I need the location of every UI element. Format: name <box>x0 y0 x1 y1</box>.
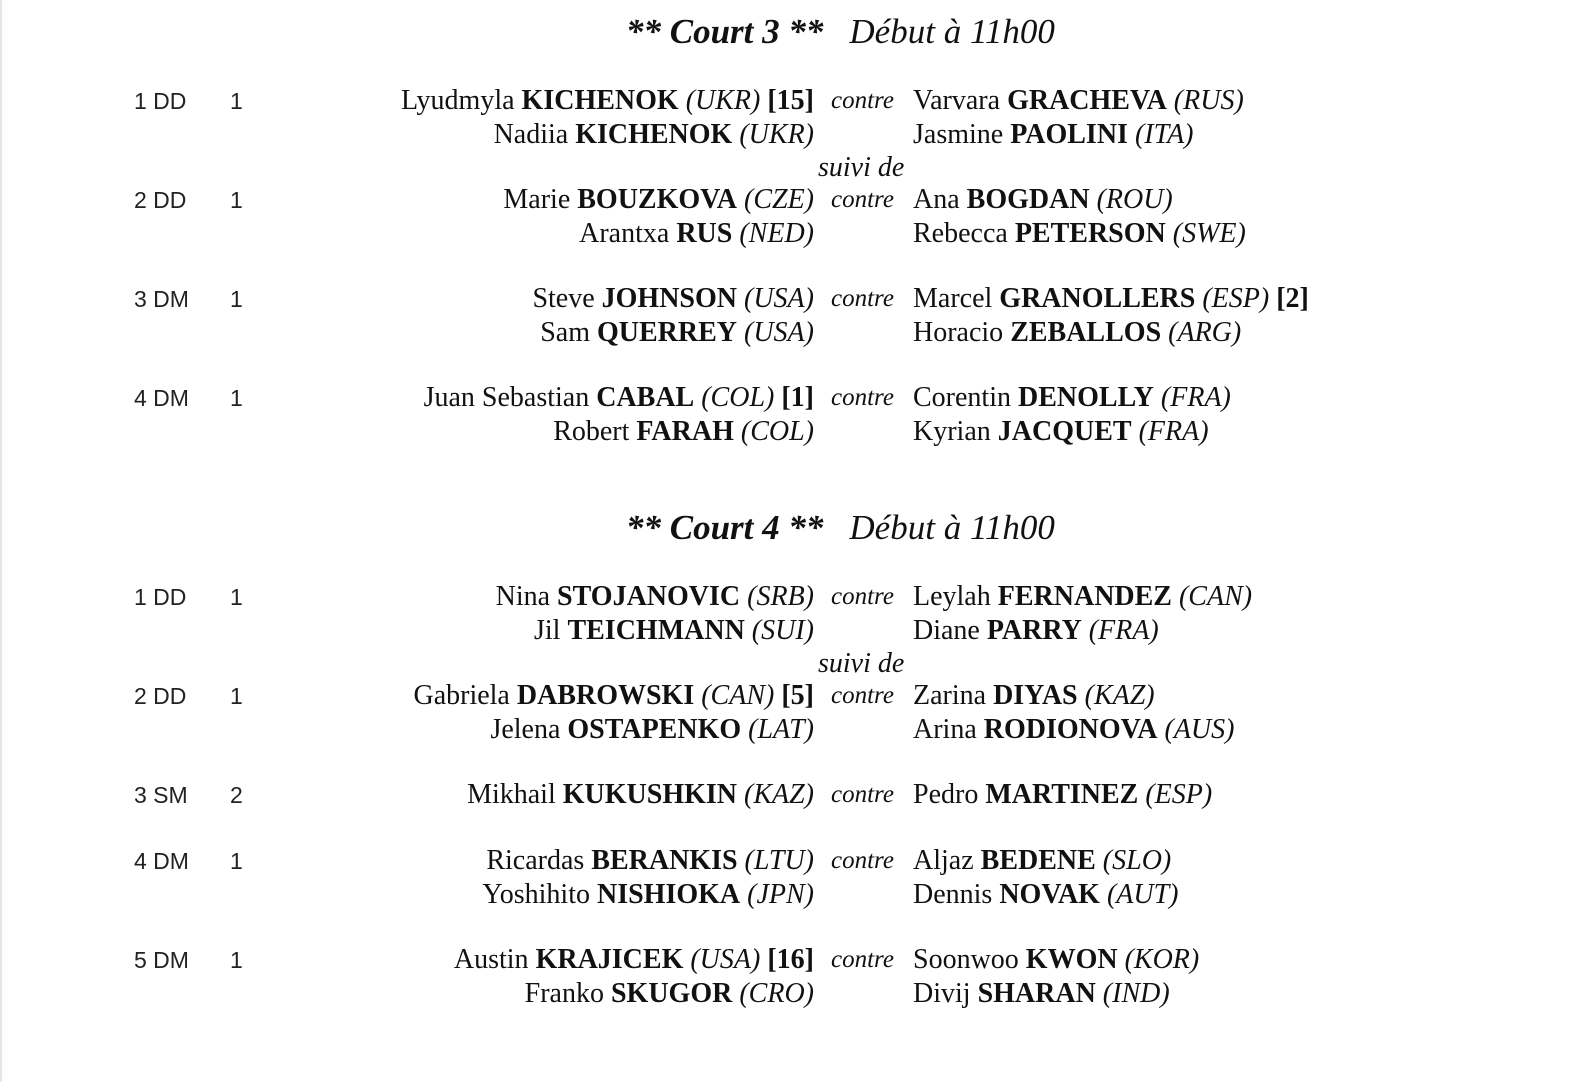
versus-label: contre <box>831 583 894 610</box>
team-right <box>913 381 1231 449</box>
nationality: (SLO) <box>1102 845 1172 876</box>
team-right <box>913 580 1252 648</box>
player <box>913 282 1309 316</box>
first-name: Leylah <box>913 581 991 612</box>
last-name: GRANOLLERS <box>999 283 1196 314</box>
last-name: NOVAK <box>999 879 1100 910</box>
versus-label: contre <box>831 946 894 973</box>
court-name: ** Court 4 ** <box>626 508 824 547</box>
first-name: Dennis <box>913 879 993 910</box>
seed: [2] <box>1276 283 1309 314</box>
nationality: (CAN) <box>701 680 775 711</box>
nationality: (KAZ) <box>744 779 814 810</box>
first-name: Robert <box>553 416 630 447</box>
first-name: Marie <box>503 184 571 215</box>
court-4-title <box>626 508 1055 552</box>
last-name: DENOLLY <box>1018 382 1154 413</box>
seed: [5] <box>781 680 814 711</box>
nationality: (AUT) <box>1106 879 1179 910</box>
match-number: 3 SM <box>134 782 188 808</box>
player <box>913 713 1234 747</box>
last-name: BEDENE <box>980 845 1096 876</box>
last-name: RUS <box>676 218 733 249</box>
team-left <box>482 844 814 912</box>
first-name: Jasmine <box>913 119 1004 150</box>
page-left-edge <box>0 0 2 1082</box>
first-name: Jil <box>533 615 561 646</box>
player <box>482 878 814 912</box>
nationality: (ESP) <box>1145 779 1213 810</box>
last-name: PARRY <box>986 615 1082 646</box>
last-name: OSTAPENKO <box>567 714 742 745</box>
match-round: 2 <box>230 782 243 808</box>
first-name: Soonwoo <box>913 944 1019 975</box>
nationality: (RUS) <box>1173 85 1244 116</box>
nationality: (KOR) <box>1124 944 1200 975</box>
nationality: (CAN) <box>1178 581 1253 612</box>
first-name: Arantxa <box>579 218 670 249</box>
first-name: Gabriela <box>413 680 510 711</box>
first-name: Nadiia <box>493 119 569 150</box>
versus-label: contre <box>831 682 894 709</box>
first-name: Jelena <box>490 714 561 745</box>
player <box>413 713 814 747</box>
team-left <box>496 580 814 648</box>
nationality: (FRA) <box>1088 615 1159 646</box>
match-round: 1 <box>230 286 243 312</box>
player <box>913 943 1199 977</box>
suivi-de-label: suivi de <box>818 152 905 183</box>
match-round: 1 <box>230 848 243 874</box>
nationality: (SRB) <box>747 581 814 612</box>
last-name: PETERSON <box>1014 218 1166 249</box>
first-name: Franko <box>524 978 604 1009</box>
first-name: Yoshihito <box>482 879 590 910</box>
nationality: (UKR) <box>685 85 761 116</box>
last-name: PAOLINI <box>1010 119 1128 150</box>
first-name: Kyrian <box>913 416 991 447</box>
match-round: 1 <box>230 947 243 973</box>
last-name: FARAH <box>636 416 734 447</box>
nationality: (ARG) <box>1168 317 1242 348</box>
first-name: Juan Sebastian <box>423 382 590 413</box>
nationality: (SUI) <box>751 615 814 646</box>
seed: [15] <box>767 85 814 116</box>
nationality: (CZE) <box>744 184 814 215</box>
player <box>401 118 814 152</box>
player <box>532 282 814 316</box>
player <box>913 217 1246 251</box>
team-left <box>424 381 814 449</box>
player <box>913 118 1244 152</box>
nationality: (ESP) <box>1202 283 1270 314</box>
nationality: (USA) <box>744 317 814 348</box>
match-number: 4 DM <box>134 385 189 411</box>
versus-label: contre <box>831 186 894 213</box>
team-right <box>913 679 1234 747</box>
last-name: KRAJICEK <box>535 944 684 975</box>
match-round: 1 <box>230 584 243 610</box>
nationality: (JPN) <box>747 879 814 910</box>
last-name: QUERREY <box>597 317 738 348</box>
match-number: 1 DD <box>134 584 187 610</box>
start-time: Début à 11h00 <box>849 12 1055 51</box>
player <box>496 580 814 614</box>
nationality: (NED) <box>739 218 814 249</box>
nationality: (ROU) <box>1096 184 1173 215</box>
player <box>913 316 1309 350</box>
first-name: Arina <box>913 714 977 745</box>
player <box>532 316 814 350</box>
first-name: Steve <box>532 283 595 314</box>
last-name: DIYAS <box>993 680 1078 711</box>
player <box>454 977 814 1011</box>
team-left <box>503 183 814 251</box>
seed: [16] <box>767 944 814 975</box>
last-name: JACQUET <box>997 416 1132 447</box>
match-number: 4 DM <box>134 848 189 874</box>
team-left <box>401 84 814 152</box>
versus-label: contre <box>831 847 894 874</box>
player <box>454 943 814 977</box>
team-left <box>532 282 814 350</box>
first-name: Rebecca <box>913 218 1008 249</box>
match-number: 2 DD <box>134 187 187 213</box>
team-left <box>454 943 814 1011</box>
match-number: 3 DM <box>134 286 189 312</box>
player <box>913 84 1244 118</box>
player <box>913 183 1246 217</box>
team-right <box>913 183 1246 251</box>
first-name: Austin <box>453 944 529 975</box>
team-right <box>913 844 1179 912</box>
last-name: FERNANDEZ <box>997 581 1172 612</box>
player <box>913 614 1252 648</box>
first-name: Nina <box>495 581 551 612</box>
last-name: NISHIOKA <box>596 879 741 910</box>
player <box>401 84 814 118</box>
first-name: Marcel <box>913 283 993 314</box>
first-name: Sam <box>540 317 590 348</box>
player <box>913 580 1252 614</box>
suivi-de-label: suivi de <box>818 648 905 679</box>
player <box>913 679 1234 713</box>
player <box>913 381 1231 415</box>
nationality: (LTU) <box>744 845 814 876</box>
first-name: Varvara <box>913 85 1001 116</box>
last-name: BOGDAN <box>966 184 1090 215</box>
first-name: Ana <box>913 184 960 215</box>
versus-label: contre <box>831 384 894 411</box>
nationality: (ITA) <box>1134 119 1194 150</box>
player <box>496 614 814 648</box>
nationality: (USA) <box>744 283 814 314</box>
court-3-title <box>626 12 1055 56</box>
first-name: Pedro <box>913 779 979 810</box>
nationality: (COL) <box>740 416 814 447</box>
player <box>482 844 814 878</box>
last-name: TEICHMANN <box>567 615 745 646</box>
nationality: (UKR) <box>739 119 814 150</box>
player <box>913 878 1179 912</box>
player <box>913 778 1212 812</box>
last-name: GRACHEVA <box>1007 85 1167 116</box>
first-name: Divij <box>913 978 971 1009</box>
last-name: STOJANOVIC <box>557 581 741 612</box>
first-name: Lyudmyla <box>401 85 515 116</box>
first-name: Corentin <box>913 382 1011 413</box>
first-name: Zarina <box>913 680 987 711</box>
match-round: 1 <box>230 683 243 709</box>
player <box>424 381 814 415</box>
nationality: (FRA) <box>1160 382 1231 413</box>
last-name: KICHENOK <box>521 85 679 116</box>
nationality: (USA) <box>690 944 761 975</box>
nationality: (COL) <box>701 382 775 413</box>
player <box>503 217 814 251</box>
player <box>913 415 1231 449</box>
team-right <box>913 84 1244 152</box>
team-right <box>913 778 1212 812</box>
match-round: 1 <box>230 385 243 411</box>
player <box>913 844 1179 878</box>
first-name: Horacio <box>913 317 1004 348</box>
first-name: Mikhail <box>467 779 556 810</box>
last-name: CABAL <box>596 382 695 413</box>
last-name: SKUGOR <box>610 978 733 1009</box>
last-name: SHARAN <box>977 978 1096 1009</box>
last-name: JOHNSON <box>601 283 738 314</box>
match-number: 5 DM <box>134 947 189 973</box>
team-right <box>913 282 1309 350</box>
last-name: ZEBALLOS <box>1010 317 1162 348</box>
last-name: KUKUSHKIN <box>562 779 737 810</box>
match-number: 1 DD <box>134 88 187 114</box>
team-left <box>467 778 814 812</box>
player <box>467 778 814 812</box>
first-name: Aljaz <box>913 845 974 876</box>
last-name: BERANKIS <box>591 845 738 876</box>
nationality: (AUS) <box>1164 714 1235 745</box>
court-name: ** Court 3 ** <box>626 12 824 51</box>
nationality: (IND) <box>1102 978 1170 1009</box>
seed: [1] <box>781 382 814 413</box>
nationality: (LAT) <box>748 714 814 745</box>
versus-label: contre <box>831 285 894 312</box>
team-left <box>413 679 814 747</box>
last-name: DABROWSKI <box>516 680 695 711</box>
versus-label: contre <box>831 87 894 114</box>
player <box>503 183 814 217</box>
player <box>913 977 1199 1011</box>
match-number: 2 DD <box>134 683 187 709</box>
versus-label: contre <box>831 781 894 808</box>
last-name: KWON <box>1025 944 1118 975</box>
start-time: Début à 11h00 <box>849 508 1055 547</box>
match-round: 1 <box>230 187 243 213</box>
last-name: BOUZKOVA <box>577 184 737 215</box>
last-name: RODIONOVA <box>983 714 1158 745</box>
match-round: 1 <box>230 88 243 114</box>
last-name: KICHENOK <box>575 119 733 150</box>
team-right <box>913 943 1199 1011</box>
nationality: (KAZ) <box>1084 680 1155 711</box>
nationality: (CRO) <box>739 978 814 1009</box>
player <box>424 415 814 449</box>
player <box>413 679 814 713</box>
first-name: Ricardas <box>486 845 585 876</box>
nationality: (FRA) <box>1138 416 1209 447</box>
first-name: Diane <box>913 615 980 646</box>
last-name: MARTINEZ <box>985 779 1139 810</box>
nationality: (SWE) <box>1172 218 1246 249</box>
